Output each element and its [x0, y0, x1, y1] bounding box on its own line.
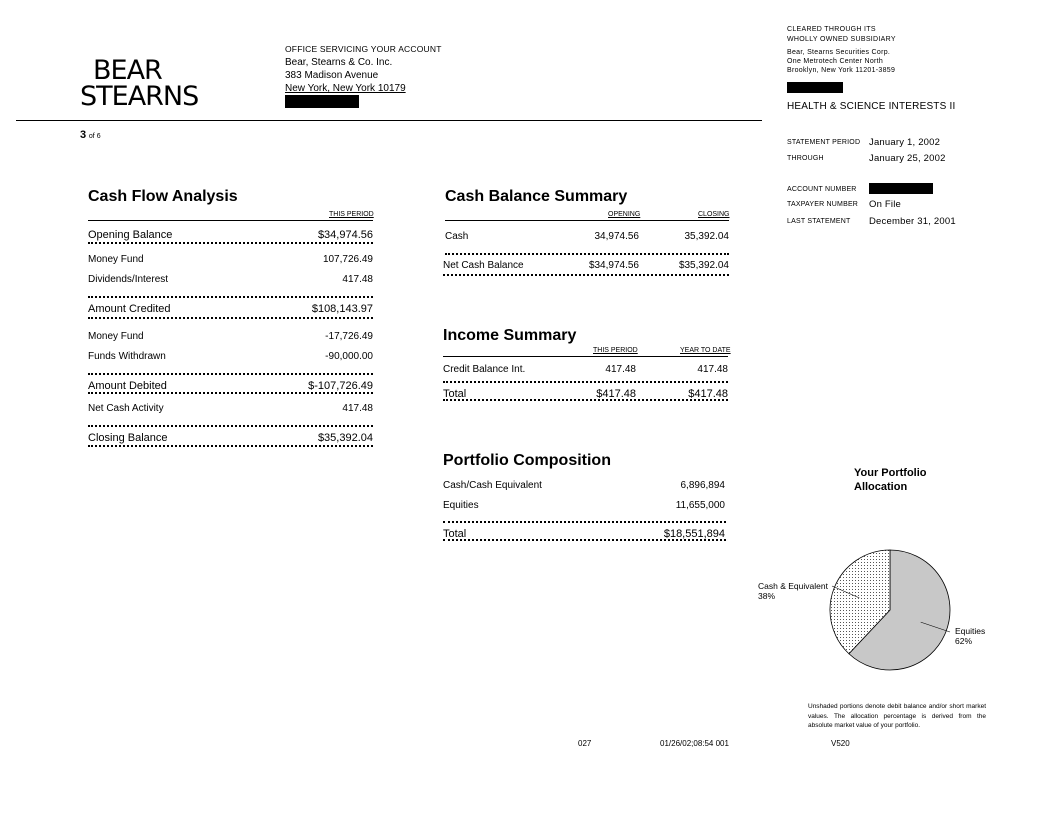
cash-flow-value: -90,000.00: [325, 351, 373, 362]
income-col-ytd: YEAR TO DATE: [680, 347, 731, 354]
divider: [445, 220, 729, 221]
logo-line-2: STEARNS: [80, 81, 199, 112]
cash-balance-col-closing: CLOSING: [698, 211, 730, 218]
divider: [443, 356, 728, 357]
statement-through: [787, 153, 946, 164]
divider: [88, 425, 373, 429]
statement-period-value: January 1, 2002: [869, 137, 941, 148]
divider: [443, 399, 728, 403]
divider: [445, 253, 729, 257]
divider: [88, 242, 373, 246]
statement-period-label: STATEMENT PERIOD: [787, 139, 861, 146]
statement-period: [787, 137, 941, 148]
clearing-addr-3: Brooklyn, New York 11201-3859: [787, 67, 896, 74]
clearing-line-1: CLEARED THROUGH ITS: [787, 26, 876, 33]
office-servicing-block: [285, 43, 442, 108]
logo-line-1: BEAR: [93, 55, 162, 86]
portfolio-title: Portfolio Composition: [443, 452, 611, 469]
office-line-2: 383 Madison Avenue: [285, 70, 379, 81]
redacted-block: [787, 82, 843, 93]
income-title: Income Summary: [443, 327, 577, 344]
last-statement-label: LAST STATEMENT: [787, 218, 851, 225]
account-name: HEALTH & SCIENCE INTERESTS II: [787, 101, 956, 112]
cash-flow-label: Opening Balance: [88, 229, 173, 241]
page-number: [80, 129, 101, 141]
divider: [443, 274, 729, 278]
income-period: $417.48: [596, 388, 636, 400]
divider: [88, 392, 373, 396]
header-rule: [16, 120, 762, 121]
income-period: 417.48: [605, 364, 636, 375]
divider: [88, 373, 373, 377]
income-ytd: 417.48: [697, 364, 728, 375]
slice-label-cash: Cash & Equivalent: [758, 581, 828, 591]
divider: [88, 317, 373, 321]
divider: [88, 220, 373, 221]
allocation-pie-chart: [740, 540, 1000, 690]
clearing-addr-2: One Metrotech Center North: [787, 58, 884, 65]
divider: [443, 521, 726, 525]
cash-flow-label: Amount Credited: [88, 303, 171, 315]
cash-flow-value: $34,974.56: [317, 229, 373, 241]
cash-flow-value: 417.48: [342, 403, 373, 414]
allocation-title-line-2: Allocation: [854, 481, 908, 493]
account-number-label: ACCOUNT NUMBER: [787, 186, 857, 193]
cash-balance-closing: 35,392.04: [684, 231, 729, 242]
cash-balance-opening: 34,974.56: [594, 231, 639, 242]
last-statement: [787, 216, 956, 227]
office-line-3: New York, New York 10179: [285, 83, 406, 94]
allocation-note: Unshaded portions denote debit balance and/or short market values. The allocation percentage is derived from the absolute market value of your portfolio.: [808, 703, 986, 729]
account-number: [787, 186, 857, 193]
income-col-period: THIS PERIOD: [593, 347, 638, 354]
cash-flow-label: Dividends/Interest: [88, 274, 169, 285]
cash-balance-title: Cash Balance Summary: [445, 188, 628, 205]
allocation-title-line-1: Your Portfolio: [854, 467, 927, 479]
portfolio-value: $18,551,894: [663, 528, 725, 540]
cash-flow-title: Cash Flow Analysis: [88, 188, 238, 205]
cash-flow-label: Net Cash Activity: [88, 403, 164, 414]
divider: [443, 381, 728, 385]
taxpayer-label: TAXPAYER NUMBER: [787, 201, 859, 208]
clearing-addr-1: Bear, Stearns Securities Corp.: [787, 49, 891, 56]
redacted-block: [285, 95, 359, 108]
through-label: THROUGH: [787, 155, 824, 162]
cash-flow-value: 107,726.49: [322, 254, 373, 265]
bear-stearns-logo: [80, 55, 199, 112]
divider: [88, 296, 373, 300]
cash-flow-value: $35,392.04: [317, 432, 373, 444]
cash-flow-label: Amount Debited: [88, 380, 167, 392]
cash-flow-label: Closing Balance: [88, 432, 168, 444]
divider: [443, 539, 726, 543]
clearing-line-2: WHOLLY OWNED SUBSIDIARY: [787, 35, 896, 43]
taxpayer-value: On File: [869, 199, 902, 210]
office-header: OFFICE SERVICING YOUR ACCOUNT: [285, 44, 442, 54]
portfolio-label: Cash/Cash Equivalent: [443, 480, 542, 491]
cash-flow-label: Money Fund: [88, 254, 144, 265]
cash-balance-opening: $34,974.56: [588, 260, 639, 271]
divider: [88, 445, 373, 449]
footer-code-2: V520: [831, 739, 850, 748]
taxpayer-number: [787, 199, 902, 210]
cash-balance-closing: $35,392.04: [678, 260, 729, 271]
portfolio-value: 6,896,894: [680, 480, 725, 491]
income-label: Total: [443, 388, 467, 400]
page-of: of 6: [88, 133, 101, 140]
slice-percent-cash: 38%: [758, 591, 776, 601]
clearing-address: [787, 48, 896, 75]
slice-percent-equities: 62%: [955, 636, 973, 646]
allocation-title: [854, 466, 927, 494]
redacted-block: [869, 183, 933, 194]
last-statement-value: December 31, 2001: [869, 216, 956, 227]
cash-flow-label: Funds Withdrawn: [88, 351, 166, 362]
portfolio-label: Total: [443, 528, 467, 540]
portfolio-label: Equities: [443, 500, 479, 511]
office-line-1: Bear, Stearns & Co. Inc.: [285, 57, 393, 68]
cash-flow-col-header: THIS PERIOD: [329, 211, 374, 218]
footer-timestamp: 01/26/02;08:54 001: [660, 739, 729, 748]
cash-flow-value: -17,726.49: [325, 331, 373, 342]
page-current: 3: [80, 129, 87, 141]
cash-flow-value: $108,143.97: [311, 303, 373, 315]
clearing-info: [787, 25, 896, 75]
footer-code-1: 027: [578, 739, 592, 748]
cash-balance-label: Cash: [445, 231, 469, 242]
cash-flow-value: 417.48: [342, 274, 373, 285]
cash-balance-col-opening: OPENING: [608, 211, 641, 218]
through-value: January 25, 2002: [869, 153, 946, 164]
slice-label-equities: Equities: [955, 626, 986, 636]
income-label: Credit Balance Int.: [443, 364, 526, 375]
cash-flow-value: $-107,726.49: [308, 380, 373, 392]
portfolio-value: 11,655,000: [675, 500, 725, 511]
cash-balance-label: Net Cash Balance: [443, 260, 524, 271]
cash-flow-label: Money Fund: [88, 331, 144, 342]
income-ytd: $417.48: [688, 388, 728, 400]
